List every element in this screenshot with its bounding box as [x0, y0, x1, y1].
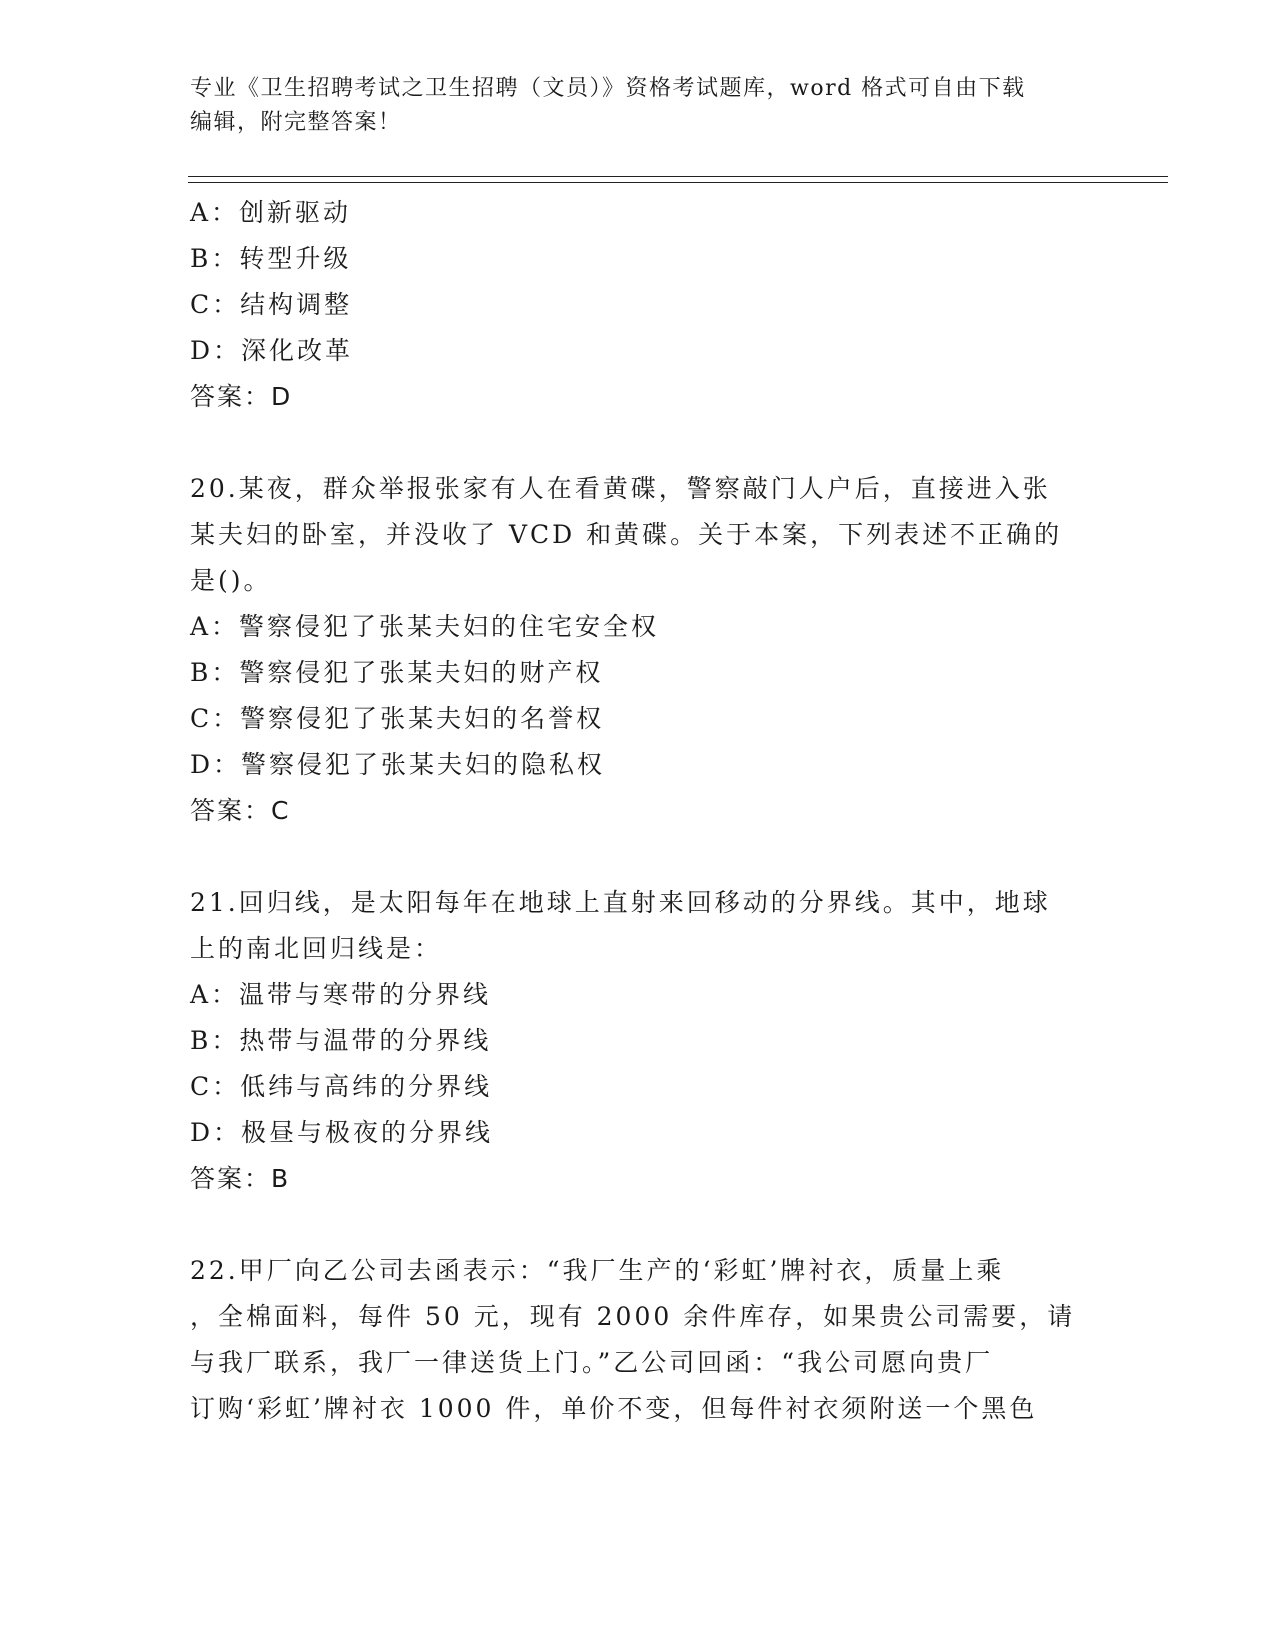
question-19-option-b: B：转型升级	[190, 244, 352, 273]
header-line-2: 编辑，附完整答案！	[190, 110, 402, 135]
document-header	[190, 72, 1090, 140]
question-22-stem-line-1: 22.甲厂向乙公司去函表示：“我厂生产的‘彩虹’牌衬衣，质量上乘	[190, 1256, 1005, 1285]
question-20-stem-line-3: 是()。	[190, 566, 272, 595]
question-spacer	[190, 420, 1090, 466]
question-20-option-c: C：警察侵犯了张某夫妇的名誉权	[190, 704, 605, 733]
question-21-option-b: B：热带与温带的分界线	[190, 1026, 492, 1055]
question-21-option-a: A：温带与寒带的分界线	[190, 980, 492, 1009]
question-19-answer: 答案：D	[190, 382, 293, 411]
header-divider-bottom	[188, 182, 1168, 183]
question-21-answer: 答案：B	[190, 1164, 291, 1193]
question-22	[190, 1248, 1090, 1432]
question-20-option-d: D：警察侵犯了张某夫妇的隐私权	[190, 750, 606, 779]
question-21-stem-line-2: 上的南北回归线是：	[190, 934, 443, 963]
question-20-stem-line-1: 20.某夜，群众举报张家有人在看黄碟，警察敲门人户后，直接进入张	[190, 474, 1051, 503]
question-21	[190, 880, 1090, 1202]
question-20-option-b: B：警察侵犯了张某夫妇的财产权	[190, 658, 604, 687]
question-19-option-a: A：创新驱动	[190, 198, 352, 227]
question-21-stem-line-1: 21.回归线，是太阳每年在地球上直射来回移动的分界线。其中，地球	[190, 888, 1051, 917]
header-line-1: 专业《卫生招聘考试之卫生招聘（文员）》资格考试题库，word 格式可自由下载	[190, 76, 1026, 101]
question-spacer	[190, 1202, 1090, 1248]
question-19	[190, 190, 1090, 420]
question-22-stem-line-4: 订购‘彩虹’牌衬衣 1000 件，单价不变，但每件衬衣须附送一个黑色	[190, 1394, 1038, 1423]
question-20-stem-line-2: 某夫妇的卧室，并没收了 VCD 和黄碟。关于本案，下列表述不正确的	[190, 520, 1063, 549]
question-22-stem-line-2: ，全棉面料，每件 50 元，现有 2000 余件库存，如果贵公司需要，请	[190, 1302, 1076, 1331]
question-19-option-d: D：深化改革	[190, 336, 354, 365]
question-20	[190, 466, 1090, 834]
header-divider-top	[188, 176, 1168, 177]
question-20-option-a: A：警察侵犯了张某夫妇的住宅安全权	[190, 612, 660, 641]
question-21-option-d: D：极昼与极夜的分界线	[190, 1118, 494, 1147]
question-22-stem-line-3: 与我厂联系，我厂一律送货上门。”乙公司回函：“我公司愿向贵厂	[190, 1348, 994, 1377]
question-spacer	[190, 834, 1090, 880]
question-20-answer: 答案：C	[190, 796, 291, 825]
question-19-option-c: C：结构调整	[190, 290, 353, 319]
question-21-option-c: C：低纬与高纬的分界线	[190, 1072, 493, 1101]
question-list	[190, 190, 1090, 1432]
